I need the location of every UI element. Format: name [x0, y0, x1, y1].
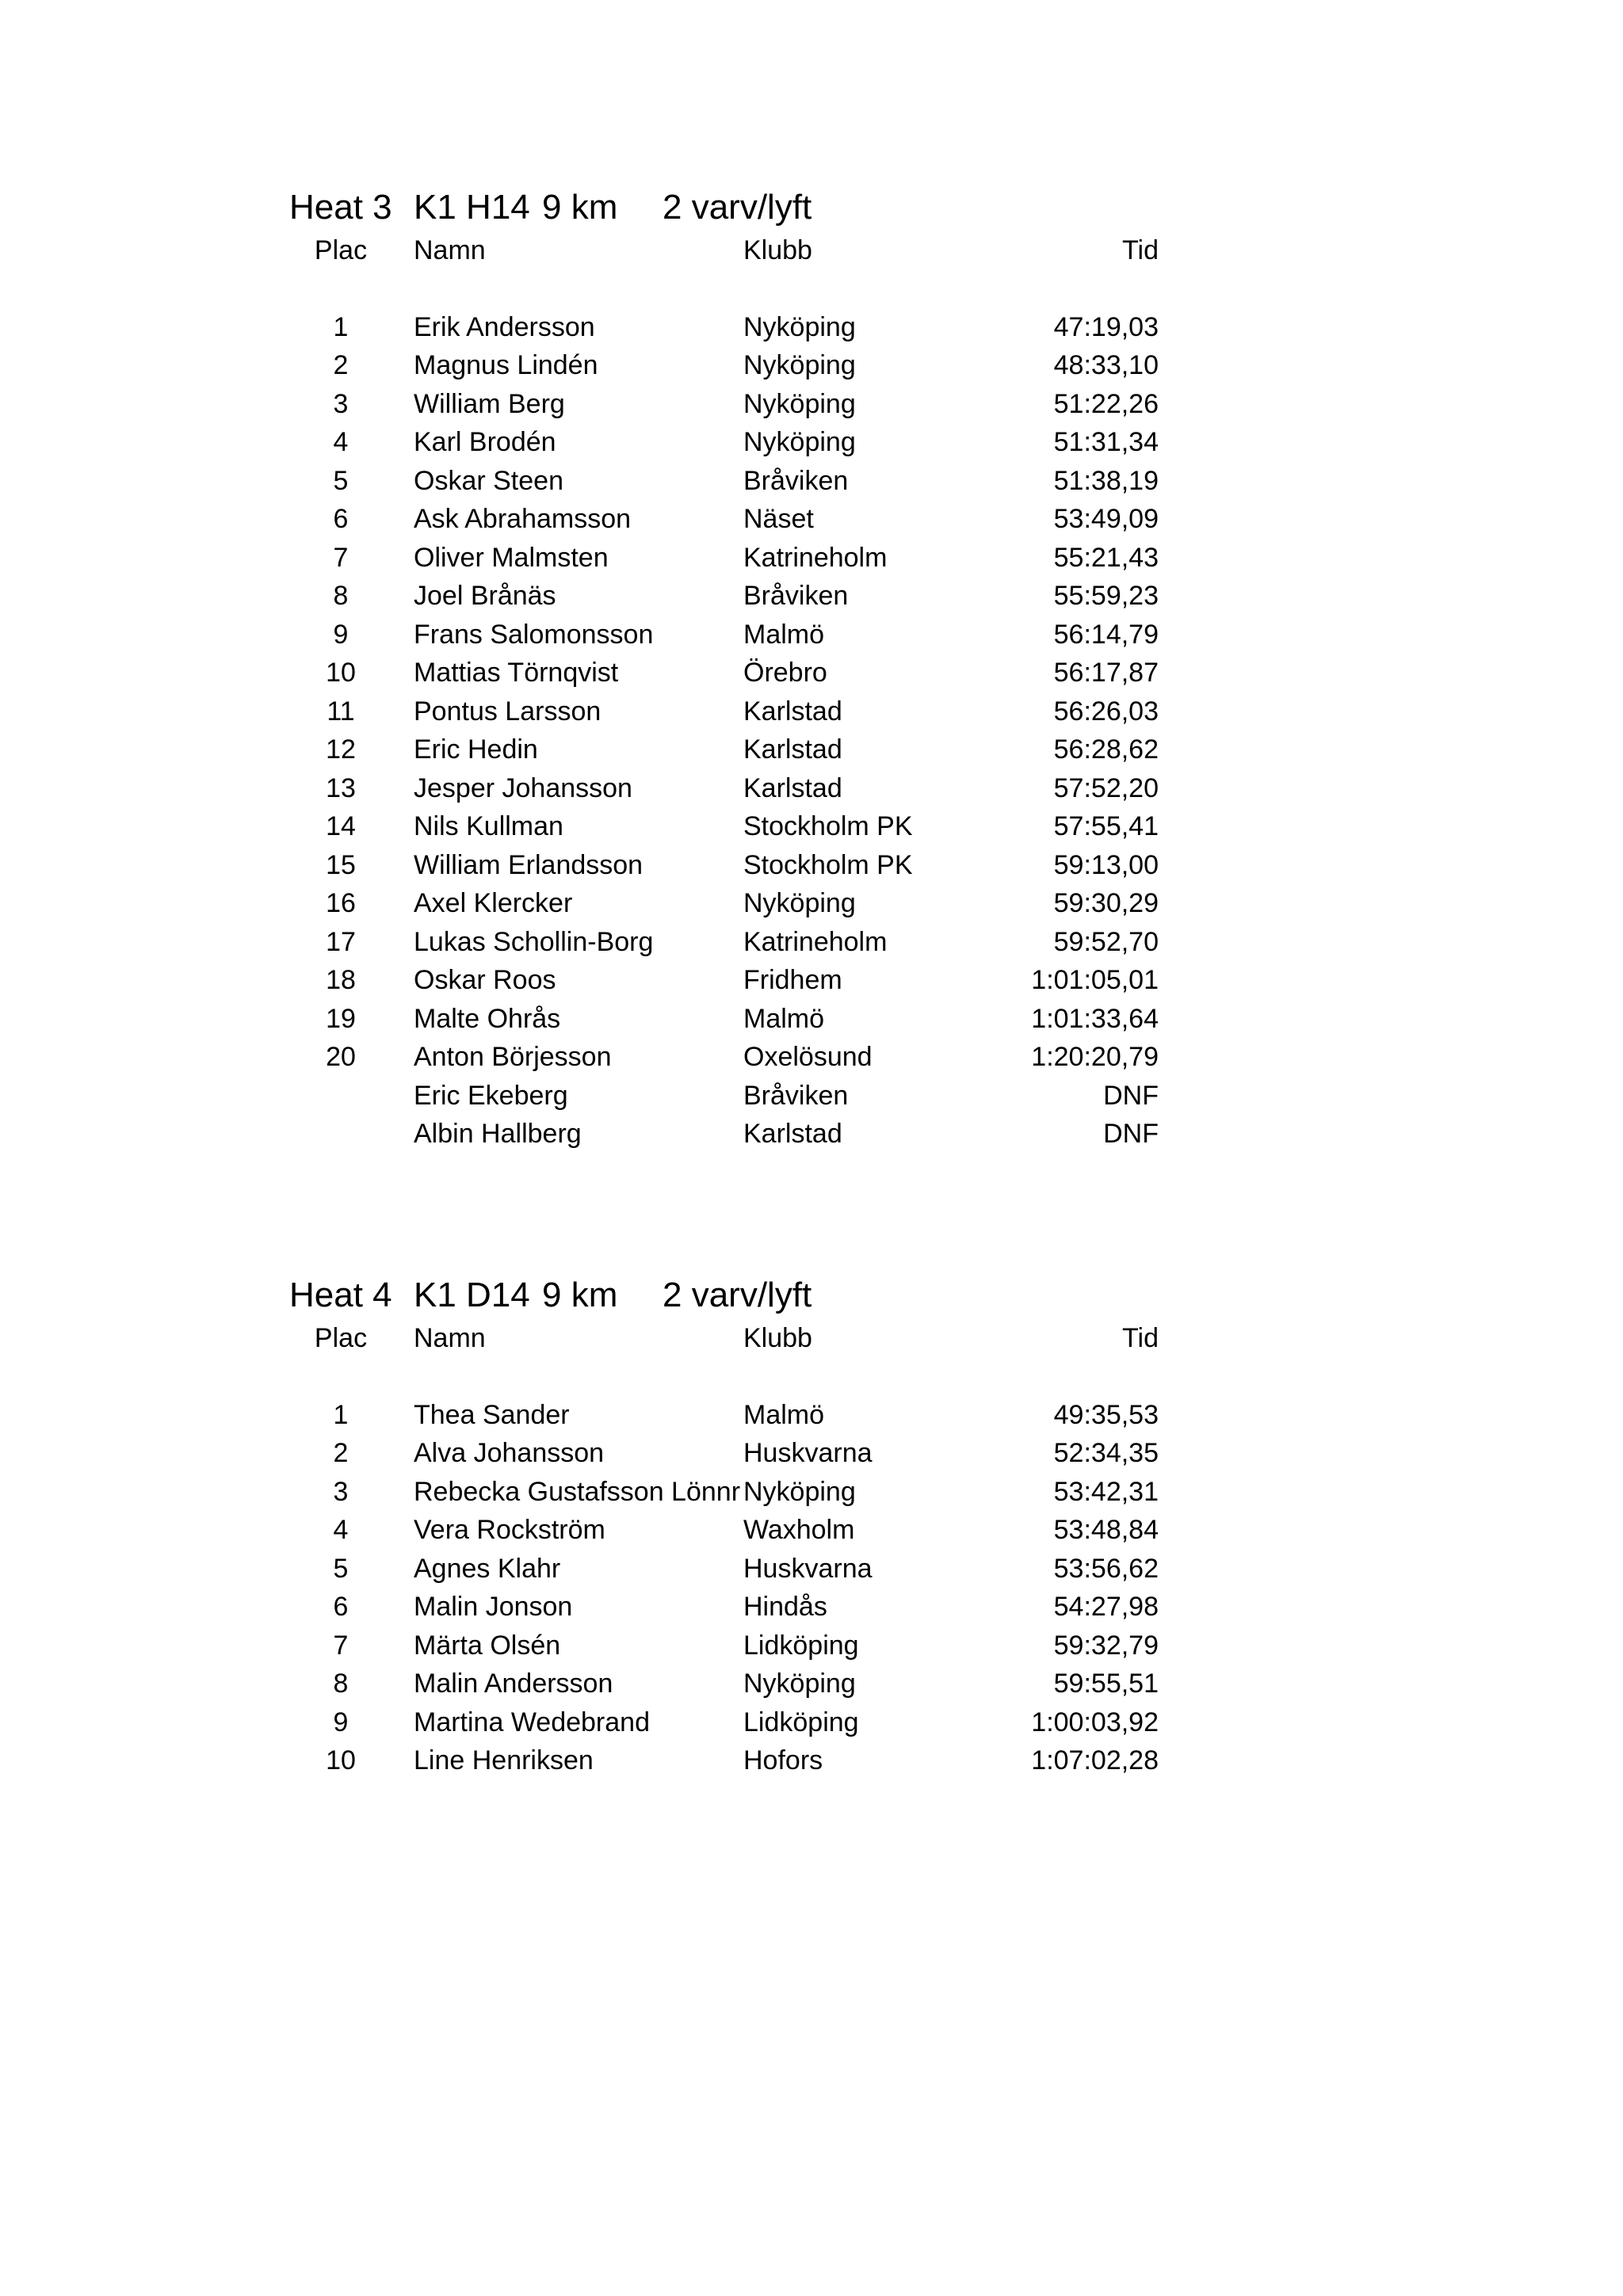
athlete-name: Nils Kullman	[414, 811, 563, 841]
finish-time: 1:07:02,28	[1031, 1745, 1159, 1775]
result-row	[0, 308, 1623, 347]
athlete-name: Anton Börjesson	[414, 1042, 612, 1072]
result-row	[0, 769, 1623, 808]
finish-time: 57:52,20	[1053, 772, 1159, 803]
athlete-name: Pontus Larsson	[414, 696, 601, 727]
finish-time: 59:30,29	[1053, 888, 1159, 918]
placement: 3	[333, 388, 349, 419]
placement: 4	[333, 427, 349, 457]
club: Fridhem	[743, 965, 842, 995]
club: Näset	[743, 504, 814, 534]
result-row	[0, 1396, 1623, 1435]
placement: 13	[326, 772, 356, 803]
placement: 15	[326, 849, 356, 880]
athlete-name: Agnes Klahr	[414, 1553, 561, 1584]
finish-time: 55:59,23	[1053, 581, 1159, 611]
placement: 8	[333, 581, 349, 611]
finish-time: 56:17,87	[1053, 658, 1159, 688]
club: Katrineholm	[743, 926, 888, 957]
club: Nyköping	[743, 311, 856, 342]
club: Huskvarna	[743, 1438, 873, 1468]
athlete-name: Oskar Roos	[414, 965, 556, 995]
club: Nyköping	[743, 427, 856, 457]
finish-time: 59:52,70	[1053, 926, 1159, 957]
finish-time: 49:35,53	[1053, 1399, 1159, 1430]
placement: 7	[333, 1630, 349, 1661]
placement: 20	[326, 1042, 356, 1072]
finish-time: 56:26,03	[1053, 696, 1159, 727]
finish-time: 1:00:03,92	[1031, 1707, 1159, 1737]
result-row	[0, 346, 1623, 385]
placement: 3	[333, 1476, 349, 1507]
header-klubb: Klubb	[743, 1323, 812, 1353]
finish-time: 59:55,51	[1053, 1669, 1159, 1699]
athlete-name: Axel Klercker	[414, 888, 573, 918]
result-row	[0, 385, 1623, 424]
finish-time: 51:31,34	[1053, 427, 1159, 457]
header-klubb: Klubb	[743, 235, 812, 265]
placement: 2	[333, 1438, 349, 1468]
distance: 9 km	[542, 188, 618, 227]
results-list	[0, 308, 1623, 1154]
column-headers	[0, 231, 1623, 270]
boat-class: K1 D14	[414, 1276, 530, 1314]
laps: 2 varv/lyft	[663, 188, 812, 227]
result-row	[0, 462, 1623, 501]
placement: 10	[326, 1745, 356, 1775]
heat-4-section	[0, 1272, 1623, 1780]
club: Malmö	[743, 619, 825, 650]
placement: 4	[333, 1515, 349, 1545]
placement: 11	[327, 696, 355, 727]
club: Katrineholm	[743, 542, 888, 573]
athlete-name: Rebecka Gustafsson Lönnr	[414, 1476, 741, 1507]
finish-time: DNF	[1103, 1080, 1159, 1111]
result-row	[0, 1511, 1623, 1550]
finish-time: 1:01:33,64	[1031, 1003, 1159, 1034]
result-row	[0, 500, 1623, 539]
club: Bråviken	[743, 1080, 849, 1111]
placement: 7	[333, 542, 349, 573]
heat-title	[0, 184, 1623, 231]
athlete-name: Alva Johansson	[414, 1438, 605, 1468]
finish-time: 51:22,26	[1053, 388, 1159, 419]
placement: 5	[333, 465, 349, 496]
column-headers	[0, 1319, 1623, 1358]
result-row	[0, 654, 1623, 692]
finish-time: 1:20:20,79	[1031, 1042, 1159, 1072]
result-row	[0, 1038, 1623, 1077]
result-row	[0, 884, 1623, 923]
result-row	[0, 1115, 1623, 1154]
club: Nyköping	[743, 1476, 856, 1507]
club: Oxelösund	[743, 1042, 873, 1072]
result-row	[0, 730, 1623, 769]
result-row	[0, 1588, 1623, 1627]
club: Karlstad	[743, 696, 842, 727]
athlete-name: Oliver Malmsten	[414, 542, 609, 573]
laps: 2 varv/lyft	[663, 1276, 812, 1314]
placement: 10	[326, 658, 356, 688]
club: Malmö	[743, 1003, 825, 1034]
boat-class: K1 H14	[414, 188, 530, 227]
athlete-name: Karl Brodén	[414, 427, 556, 457]
club: Örebro	[743, 658, 827, 688]
result-row	[0, 1473, 1623, 1512]
athlete-name: Lukas Schollin-Borg	[414, 926, 654, 957]
club: Lidköping	[743, 1630, 859, 1661]
finish-time: 57:55,41	[1053, 811, 1159, 841]
heat-label: Heat 4	[289, 1276, 392, 1314]
header-tid: Tid	[1122, 235, 1159, 265]
athlete-name: Frans Salomonsson	[414, 619, 654, 650]
athlete-name: Joel Brånäs	[414, 581, 556, 611]
results-list	[0, 1396, 1623, 1780]
placement: 1	[333, 1399, 349, 1430]
club: Bråviken	[743, 465, 849, 496]
heat-label: Heat 3	[289, 188, 392, 227]
placement: 9	[333, 1707, 349, 1737]
finish-time: 59:13,00	[1053, 849, 1159, 880]
finish-time: 54:27,98	[1053, 1592, 1159, 1622]
header-plac: Plac	[314, 235, 368, 265]
result-row	[0, 1741, 1623, 1780]
result-row	[0, 692, 1623, 731]
heat-3-section	[0, 184, 1623, 1154]
placement: 17	[326, 926, 356, 957]
club: Waxholm	[743, 1515, 855, 1545]
athlete-name: Line Henriksen	[414, 1745, 594, 1775]
club: Hindås	[743, 1592, 827, 1622]
finish-time: 53:56,62	[1053, 1553, 1159, 1584]
placement: 18	[326, 965, 356, 995]
finish-time: 53:49,09	[1053, 504, 1159, 534]
placement: 6	[333, 1592, 349, 1622]
athlete-name: Eric Ekeberg	[414, 1080, 568, 1111]
header-namn: Namn	[414, 1323, 486, 1353]
placement: 2	[333, 350, 349, 380]
placement: 16	[326, 888, 356, 918]
result-row	[0, 807, 1623, 846]
athlete-name: Eric Hedin	[414, 734, 538, 765]
club: Lidköping	[743, 1707, 859, 1737]
result-row	[0, 1665, 1623, 1703]
club: Stockholm PK	[743, 811, 913, 841]
finish-time: 48:33,10	[1053, 350, 1159, 380]
club: Nyköping	[743, 388, 856, 419]
finish-time: 47:19,03	[1053, 311, 1159, 342]
finish-time: 53:48,84	[1053, 1515, 1159, 1545]
finish-time: 53:42,31	[1053, 1476, 1159, 1507]
club: Bråviken	[743, 581, 849, 611]
club: Karlstad	[743, 1119, 842, 1149]
result-row	[0, 1434, 1623, 1473]
club: Hofors	[743, 1745, 823, 1775]
club: Karlstad	[743, 734, 842, 765]
result-row	[0, 1550, 1623, 1589]
result-row	[0, 577, 1623, 616]
athlete-name: William Berg	[414, 388, 565, 419]
placement: 8	[333, 1669, 349, 1699]
result-row	[0, 1077, 1623, 1116]
placement: 9	[333, 619, 349, 650]
athlete-name: Albin Hallberg	[414, 1119, 582, 1149]
finish-time: 1:01:05,01	[1031, 965, 1159, 995]
club: Huskvarna	[743, 1553, 873, 1584]
header-plac: Plac	[314, 1323, 368, 1353]
athlete-name: Märta Olsén	[414, 1630, 561, 1661]
result-row	[0, 961, 1623, 1000]
club: Nyköping	[743, 1669, 856, 1699]
club: Malmö	[743, 1399, 825, 1430]
finish-time: 56:14,79	[1053, 619, 1159, 650]
finish-time: 51:38,19	[1053, 465, 1159, 496]
athlete-name: Martina Wedebrand	[414, 1707, 650, 1737]
result-row	[0, 616, 1623, 654]
finish-time: 55:21,43	[1053, 542, 1159, 573]
placement: 6	[333, 504, 349, 534]
heat-title	[0, 1272, 1623, 1319]
finish-time: DNF	[1103, 1119, 1159, 1149]
athlete-name: Erik Andersson	[414, 311, 595, 342]
club: Nyköping	[743, 888, 856, 918]
athlete-name: Magnus Lindén	[414, 350, 598, 380]
result-row	[0, 846, 1623, 885]
athlete-name: Jesper Johansson	[414, 772, 632, 803]
club: Nyköping	[743, 350, 856, 380]
athlete-name: Malin Andersson	[414, 1669, 613, 1699]
placement: 12	[326, 734, 356, 765]
placement: 19	[326, 1003, 356, 1034]
athlete-name: Malte Ohrås	[414, 1003, 561, 1034]
result-row	[0, 1627, 1623, 1665]
header-namn: Namn	[414, 235, 486, 265]
header-tid: Tid	[1122, 1323, 1159, 1353]
athlete-name: William Erlandsson	[414, 849, 643, 880]
result-row	[0, 1000, 1623, 1039]
result-row	[0, 1703, 1623, 1742]
result-row	[0, 423, 1623, 462]
finish-time: 52:34,35	[1053, 1438, 1159, 1468]
finish-time: 56:28,62	[1053, 734, 1159, 765]
placement: 14	[326, 811, 356, 841]
distance: 9 km	[542, 1276, 618, 1314]
club: Stockholm PK	[743, 849, 913, 880]
placement: 5	[333, 1553, 349, 1584]
athlete-name: Thea Sander	[414, 1399, 570, 1430]
finish-time: 59:32,79	[1053, 1630, 1159, 1661]
result-row	[0, 539, 1623, 578]
athlete-name: Mattias Törnqvist	[414, 658, 619, 688]
club: Karlstad	[743, 772, 842, 803]
athlete-name: Vera Rockström	[414, 1515, 605, 1545]
athlete-name: Oskar Steen	[414, 465, 563, 496]
athlete-name: Malin Jonson	[414, 1592, 573, 1622]
athlete-name: Ask Abrahamsson	[414, 504, 632, 534]
result-row	[0, 923, 1623, 962]
placement: 1	[333, 311, 349, 342]
